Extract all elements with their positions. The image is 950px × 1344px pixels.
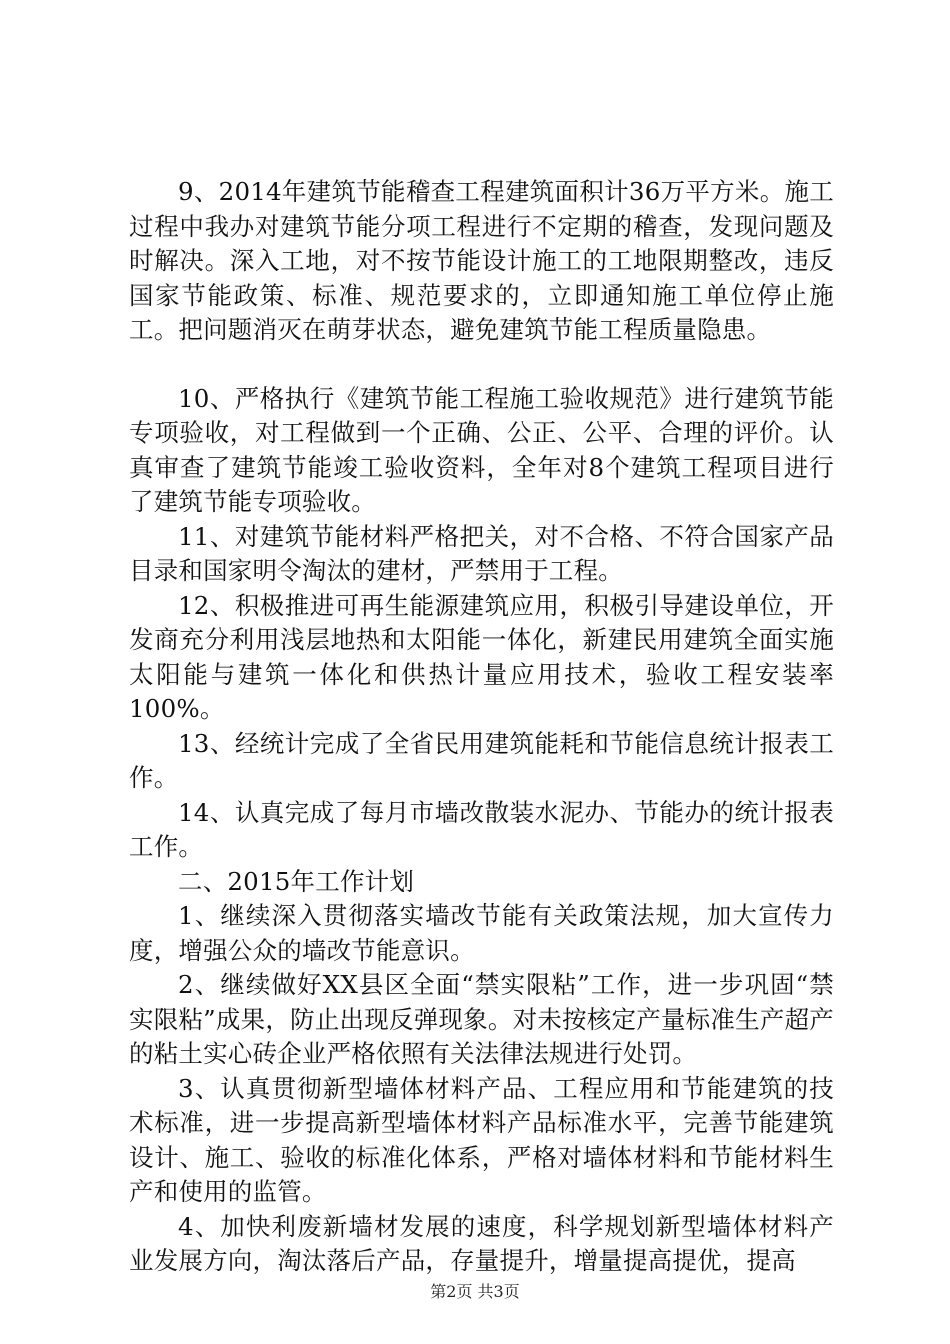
plan-item-4: 4、加快利废新墙材发展的速度，科学规划新型墙体材料产业发展方向，淘汰落后产品，存量提升，增量提高提优，提高 [129, 1211, 834, 1275]
paragraph-item-10: 10、严格执行《建筑节能工程施工验收规范》进行建筑节能专项验收，对工程做到一个正确、公正、公平、合理的评价。认真审查了建筑节能竣工验收资料，全年对8个建筑工程项目进行了建筑节能专项验收。 [129, 383, 834, 516]
paragraph-item-13: 13、经统计完成了全省民用建筑能耗和节能信息统计报表工作。 [129, 728, 834, 792]
paragraph-item-9: 9、2014年建筑节能稽查工程建筑面积计36万平方米。施工过程中我办对建筑节能分项工程进行不定期的稽查，发现问题及时解决。深入工地，对不按节能设计施工的工地限期整改，违反国家节能政策、标准、规范要求的，立即通知施工单位停止施工。把问题消灭在萌芽状态，避免建筑节能工程质量隐患。 [129, 177, 834, 344]
document-body [129, 175, 834, 1279]
paragraph-item-14: 14、认真完成了每月市墙改散装水泥办、节能办的统计报表工作。 [129, 797, 834, 861]
plan-item-1: 1、继续深入贯彻落实墙改节能有关政策法规，加大宣传力度，增强公众的墙改节能意识。 [129, 901, 834, 965]
paragraph-item-11: 11、对建筑节能材料严格把关，对不合格、不符合国家产品目录和国家明令淘汰的建材，严禁用于工程。 [129, 521, 834, 585]
page-footer: 第2页 共3页 [430, 1282, 520, 1301]
section-heading-2015-plan: 二、2015年工作计划 [178, 866, 415, 896]
plan-item-3: 3、认真贯彻新型墙体材料产品、工程应用和节能建筑的技术标准，进一步提高新型墙体材料产品标准水平，完善节能建筑设计、施工、验收的标准化体系，严格对墙体材料和节能材料生产和使用的监管。 [129, 1073, 834, 1206]
paragraph-item-12: 12、积极推进可再生能源建筑应用，积极引导建设单位，开发商充分利用浅层地热和太阳能一体化，新建民用建筑全面实施太阳能与建筑一体化和供热计量应用技术，验收工程安装率100%。 [129, 590, 834, 723]
plan-item-2: 2、继续做好XX县区全面“禁实限粘”工作，进一步巩固“禁实限粘”成果，防止出现反弹现象。对未按核定产量标准生产超产的粘土实心砖企业严格依照有关法律法规进行处罚。 [129, 970, 834, 1068]
